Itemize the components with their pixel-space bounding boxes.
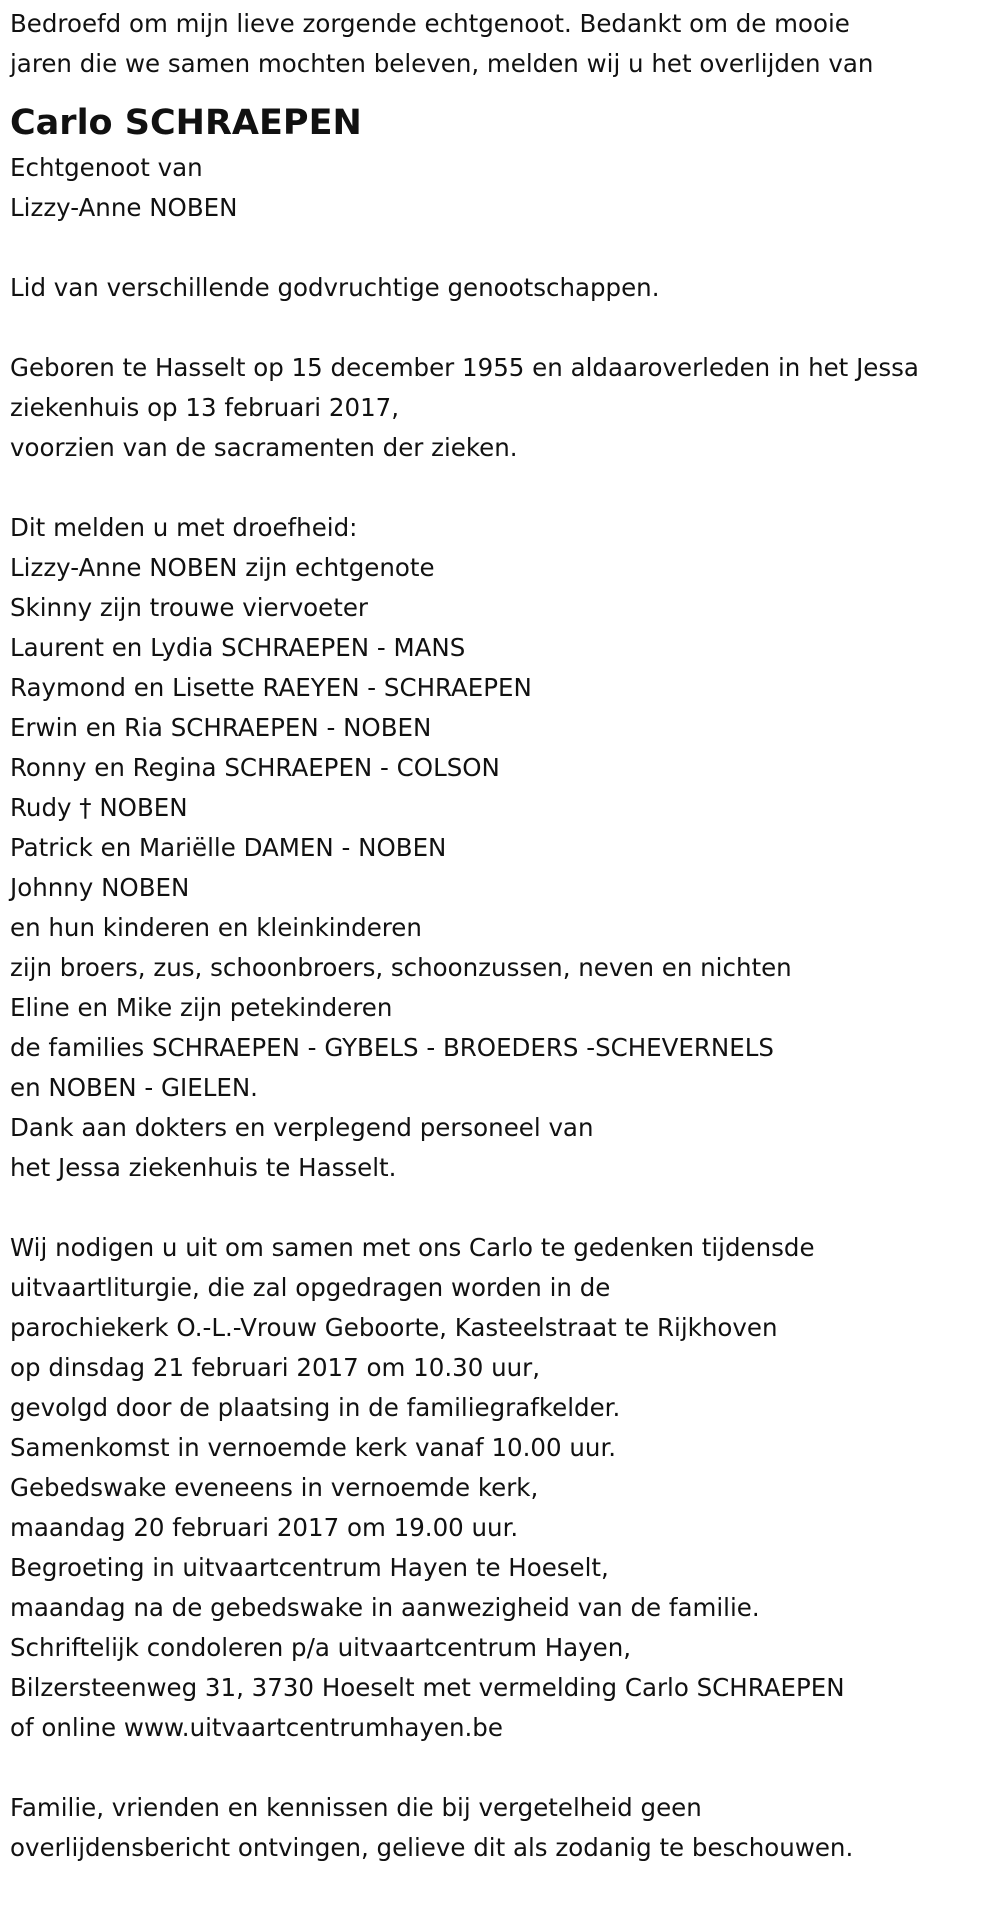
membership-text: Lid van verschillende godvruchtige genootschappen. — [10, 273, 660, 302]
ceremony-line: op dinsdag 21 februari 2017 om 10.30 uur, — [10, 1353, 541, 1382]
ceremony-line: of online www.uitvaartcentrumhayen.be — [10, 1713, 503, 1742]
list-item: Erwin en Ria SCHRAEPEN - NOBEN — [10, 713, 432, 742]
spouse-label: Echtgenoot van — [10, 153, 203, 182]
list-item: Dank aan dokters en verplegend personeel van — [10, 1113, 594, 1142]
intro-line: Bedroefd om mijn lieve zorgende echtgenoot. Bedankt om de mooie — [10, 9, 850, 38]
obituary-notice — [10, 4, 995, 1868]
list-item: Skinny zijn trouwe viervoeter — [10, 593, 369, 622]
spacer — [10, 228, 995, 268]
spacer — [10, 1188, 995, 1228]
list-item: Raymond en Lisette RAEYEN - SCHRAEPEN — [10, 673, 532, 702]
list-item: en hun kinderen en kleinkinderen — [10, 913, 422, 942]
ceremony-line: parochiekerk O.-L.-Vrouw Geboorte, Kasteelstraat te Rijkhoven — [10, 1313, 778, 1342]
list-item: Johnny NOBEN — [10, 873, 190, 902]
list-item: Patrick en Mariëlle DAMEN - NOBEN — [10, 833, 447, 862]
list-item: Ronny en Regina SCHRAEPEN - COLSON — [10, 753, 500, 782]
list-item: Eline en Mike zijn petekinderen — [10, 993, 393, 1022]
ceremony-line: Samenkomst in vernoemde kerk vanaf 10.00 uur. — [10, 1433, 617, 1462]
list-item: de families SCHRAEPEN - GYBELS - BROEDERS -SCHEVERNELS — [10, 1033, 774, 1062]
deceased-block — [10, 98, 995, 228]
ceremony-paragraph — [10, 1228, 995, 1748]
birth-death-line: ziekenhuis op 13 februari 2017, — [10, 393, 400, 422]
intro-line: jaren die we samen mochten beleven, melden wij u het overlijden van — [10, 49, 874, 78]
spacer — [10, 1748, 995, 1788]
spacer — [10, 468, 995, 508]
ceremony-line: Schriftelijk condoleren p/a uitvaartcentrum Hayen, — [10, 1633, 632, 1662]
spacer — [10, 308, 995, 348]
list-item: en NOBEN - GIELEN. — [10, 1073, 258, 1102]
ceremony-line: maandag na de gebedswake in aanwezigheid van de familie. — [10, 1593, 760, 1622]
intro-paragraph — [10, 4, 995, 84]
closing-line: Familie, vrienden en kennissen die bij vergetelheid geen — [10, 1793, 702, 1822]
ceremony-line: Begroeting in uitvaartcentrum Hayen te Hoeselt, — [10, 1553, 609, 1582]
list-item: zijn broers, zus, schoonbroers, schoonzussen, neven en nichten — [10, 953, 792, 982]
mourners-intro: Dit melden u met droefheid: — [10, 513, 358, 542]
ceremony-line: maandag 20 februari 2017 om 19.00 uur. — [10, 1513, 519, 1542]
closing-line: overlijdensbericht ontvingen, gelieve dit als zodanig te beschouwen. — [10, 1833, 854, 1862]
ceremony-line: uitvaartliturgie, die zal opgedragen worden in de — [10, 1273, 611, 1302]
birth-death-paragraph — [10, 348, 995, 468]
list-item: Laurent en Lydia SCHRAEPEN - MANS — [10, 633, 466, 662]
mourners-list — [10, 508, 995, 1188]
list-item: het Jessa ziekenhuis te Hasselt. — [10, 1153, 397, 1182]
list-item: Lizzy-Anne NOBEN zijn echtgenote — [10, 553, 435, 582]
ceremony-line: Gebedswake eveneens in vernoemde kerk, — [10, 1473, 539, 1502]
spouse-name: Lizzy-Anne NOBEN — [10, 193, 238, 222]
ceremony-line: Wij nodigen u uit om samen met ons Carlo te gedenken tijdensde — [10, 1233, 815, 1262]
birth-death-line: Geboren te Hasselt op 15 december 1955 en aldaaroverleden in het Jessa — [10, 353, 919, 382]
list-item: Rudy † NOBEN — [10, 793, 188, 822]
ceremony-line: Bilzersteenweg 31, 3730 Hoeselt met vermelding Carlo SCHRAEPEN — [10, 1673, 845, 1702]
closing-paragraph — [10, 1788, 995, 1868]
deceased-name: Carlo SCHRAEPEN — [10, 103, 362, 143]
ceremony-line: gevolgd door de plaatsing in de familiegrafkelder. — [10, 1393, 621, 1422]
birth-death-line: voorzien van de sacramenten der zieken. — [10, 433, 518, 462]
